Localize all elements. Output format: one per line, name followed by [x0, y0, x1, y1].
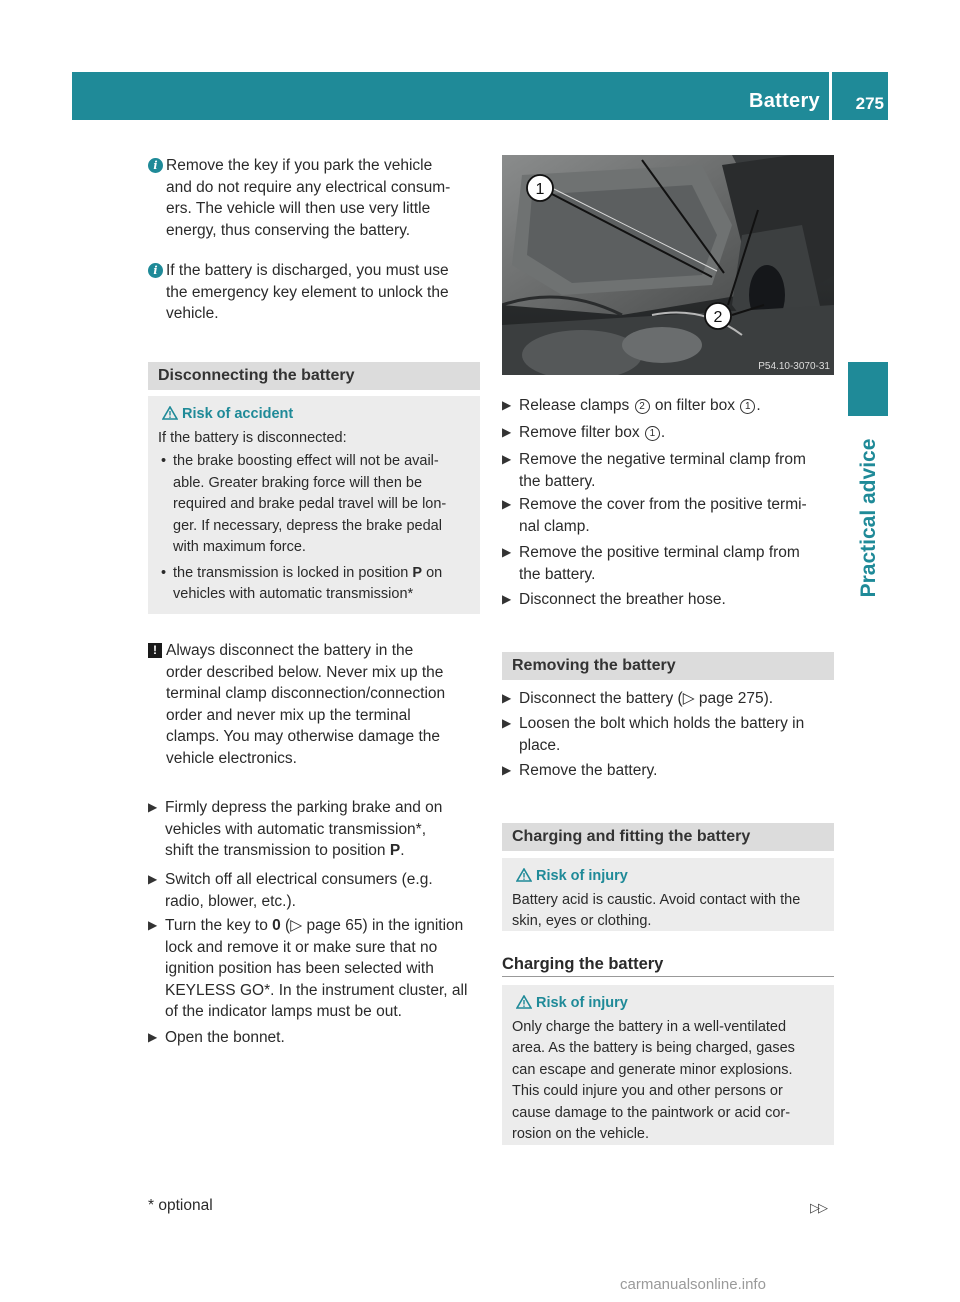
info-note-discharged: i If the battery is discharged, you must use the emergency key element to unlock the vehicle. — [148, 260, 500, 325]
warning-triangle-icon — [516, 995, 532, 1017]
exclamation-icon: ! — [148, 643, 162, 658]
warning-box-accident: Risk of accident If the battery is disconnected: • the brake boosting effect will not be avail- able. Greater braking force will then be required and brake pedal travel will be lon- ger. If necessary, depress the brake pedal with maximum force. • the transmission is locked in position P on vehicles with automatic transmission* — [148, 396, 480, 614]
warning-box-injury-charging: Risk of injury Only charge the battery in a well-ventilated area. As the battery is being charged, gases can escape and generate minor explosions. This could injure you and other persons or cause damage to the paintwork or acid cor- rosion on the vehicle. — [502, 985, 834, 1145]
callout-2-symbol: 2 — [635, 399, 650, 414]
warning-title: Risk of injury — [512, 866, 824, 888]
step-turn-key: ▶ Turn the key to 0 (▷ page 65) in the ignition lock and remove it or make sure that no ignition position has been selected with KEYLESS GO*. In the instrument cluster, all of the indicator lamps must be out. — [148, 917, 468, 1020]
warning-title: Risk of accident — [158, 404, 470, 426]
side-section-label: Practical advice — [857, 438, 880, 597]
step-arrow-icon: ▶ — [148, 1030, 158, 1044]
section-heading-disconnecting: Disconnecting the battery — [148, 362, 480, 390]
step-loosen-bolt: ▶ Loosen the bolt which holds the battery in place. — [502, 715, 805, 754]
info-note-key: i Remove the key if you park the vehicle and do not require any electrical consum- ers. The vehicle will then use very little energy, thus conserving the battery. — [148, 155, 500, 241]
footer-optional-note: * optional — [148, 1197, 213, 1214]
step-arrow-icon: ▶ — [148, 800, 158, 814]
bullet-item: • the brake boosting effect will not be avail- able. Greater braking force will then be required and brake pedal travel will be lon- ger. If necessary, depress the brake pedal with maximum force. — [158, 451, 470, 559]
photo-callout-1: 1 — [535, 181, 545, 198]
callout-1-symbol: 1 — [645, 426, 660, 441]
subheading-charging-battery: Charging the battery — [502, 955, 834, 977]
notice-disconnect-order: ! Always disconnect the battery in the order described below. Never mix up the terminal clamp disconnection/connection order and never mix up the terminal clamps. You may otherwise damage the vehicle electronics. — [148, 640, 500, 769]
warning-box-injury-acid: Risk of injury Battery acid is caustic. Avoid contact with the skin, eyes or clothing. — [502, 858, 834, 931]
section-heading-charging: Charging and fitting the battery — [502, 823, 834, 851]
step-disconnect-hose: ▶ Disconnect the breather hose. — [502, 589, 851, 611]
header-divider — [829, 72, 832, 120]
callout-1-symbol: 1 — [740, 399, 755, 414]
step-remove-cover: ▶ Remove the cover from the positive termi- nal clamp. — [502, 496, 807, 535]
step-remove-negative-clamp: ▶ Remove the negative terminal clamp from the battery. — [502, 451, 806, 490]
step-arrow-icon: ▶ — [502, 497, 512, 511]
section-heading-removing: Removing the battery — [502, 652, 834, 680]
step-arrow-icon: ▶ — [502, 425, 512, 439]
side-tab — [848, 362, 888, 416]
engine-bay-photo — [502, 155, 834, 375]
photo-code: P54.10-3070-31 — [758, 361, 830, 372]
page-number: 275 — [855, 94, 884, 113]
step-remove-battery: ▶ Remove the battery. — [502, 760, 851, 782]
warning-title: Risk of injury — [512, 993, 824, 1015]
header-title: Battery — [748, 90, 820, 112]
warning-triangle-icon — [162, 406, 178, 428]
step-disconnect-battery — [502, 688, 851, 710]
page-reference-link[interactable]: Disconnect the battery (▷ page 275). — [519, 690, 774, 707]
step-arrow-icon: ▶ — [502, 691, 512, 705]
step-arrow-icon: ▶ — [502, 716, 512, 730]
step-arrow-icon: ▶ — [148, 872, 158, 886]
step-switch-off: ▶ Switch off all electrical consumers (e.g. radio, blower, etc.). — [148, 871, 433, 910]
step-release-clamps: ▶ Release clamps 2 on filter box 1 . — [502, 395, 851, 417]
watermark: carmanualsonline.info — [620, 1276, 766, 1293]
header-bar — [72, 72, 888, 120]
step-remove-positive-clamp: ▶ Remove the positive terminal clamp from the battery. — [502, 544, 800, 583]
step-arrow-icon: ▶ — [502, 545, 512, 559]
step-arrow-icon: ▶ — [148, 918, 158, 932]
bullet-item: • the transmission is locked in position P on vehicles with automatic transmission* — [158, 563, 470, 606]
continue-arrows-icon: ▷▷ — [810, 1200, 826, 1215]
photo-callout-2: 2 — [713, 309, 723, 326]
step-arrow-icon: ▶ — [502, 452, 512, 466]
step-open-bonnet: ▶ Open the bonnet. — [148, 1027, 499, 1049]
warning-triangle-icon — [516, 868, 532, 890]
step-remove-filter-box: ▶ Remove filter box 1 . — [502, 422, 851, 444]
info-icon: i — [148, 158, 163, 173]
step-arrow-icon: ▶ — [502, 763, 512, 777]
step-arrow-icon: ▶ — [502, 592, 512, 606]
step-parking-brake: ▶ Firmly depress the parking brake and on vehicles with automatic transmission*, shift the transmission to position P. — [148, 799, 443, 859]
step-arrow-icon: ▶ — [502, 398, 512, 412]
info-icon: i — [148, 263, 163, 278]
page-reference-link[interactable]: (▷ page 65) in the ignition — [280, 917, 464, 934]
